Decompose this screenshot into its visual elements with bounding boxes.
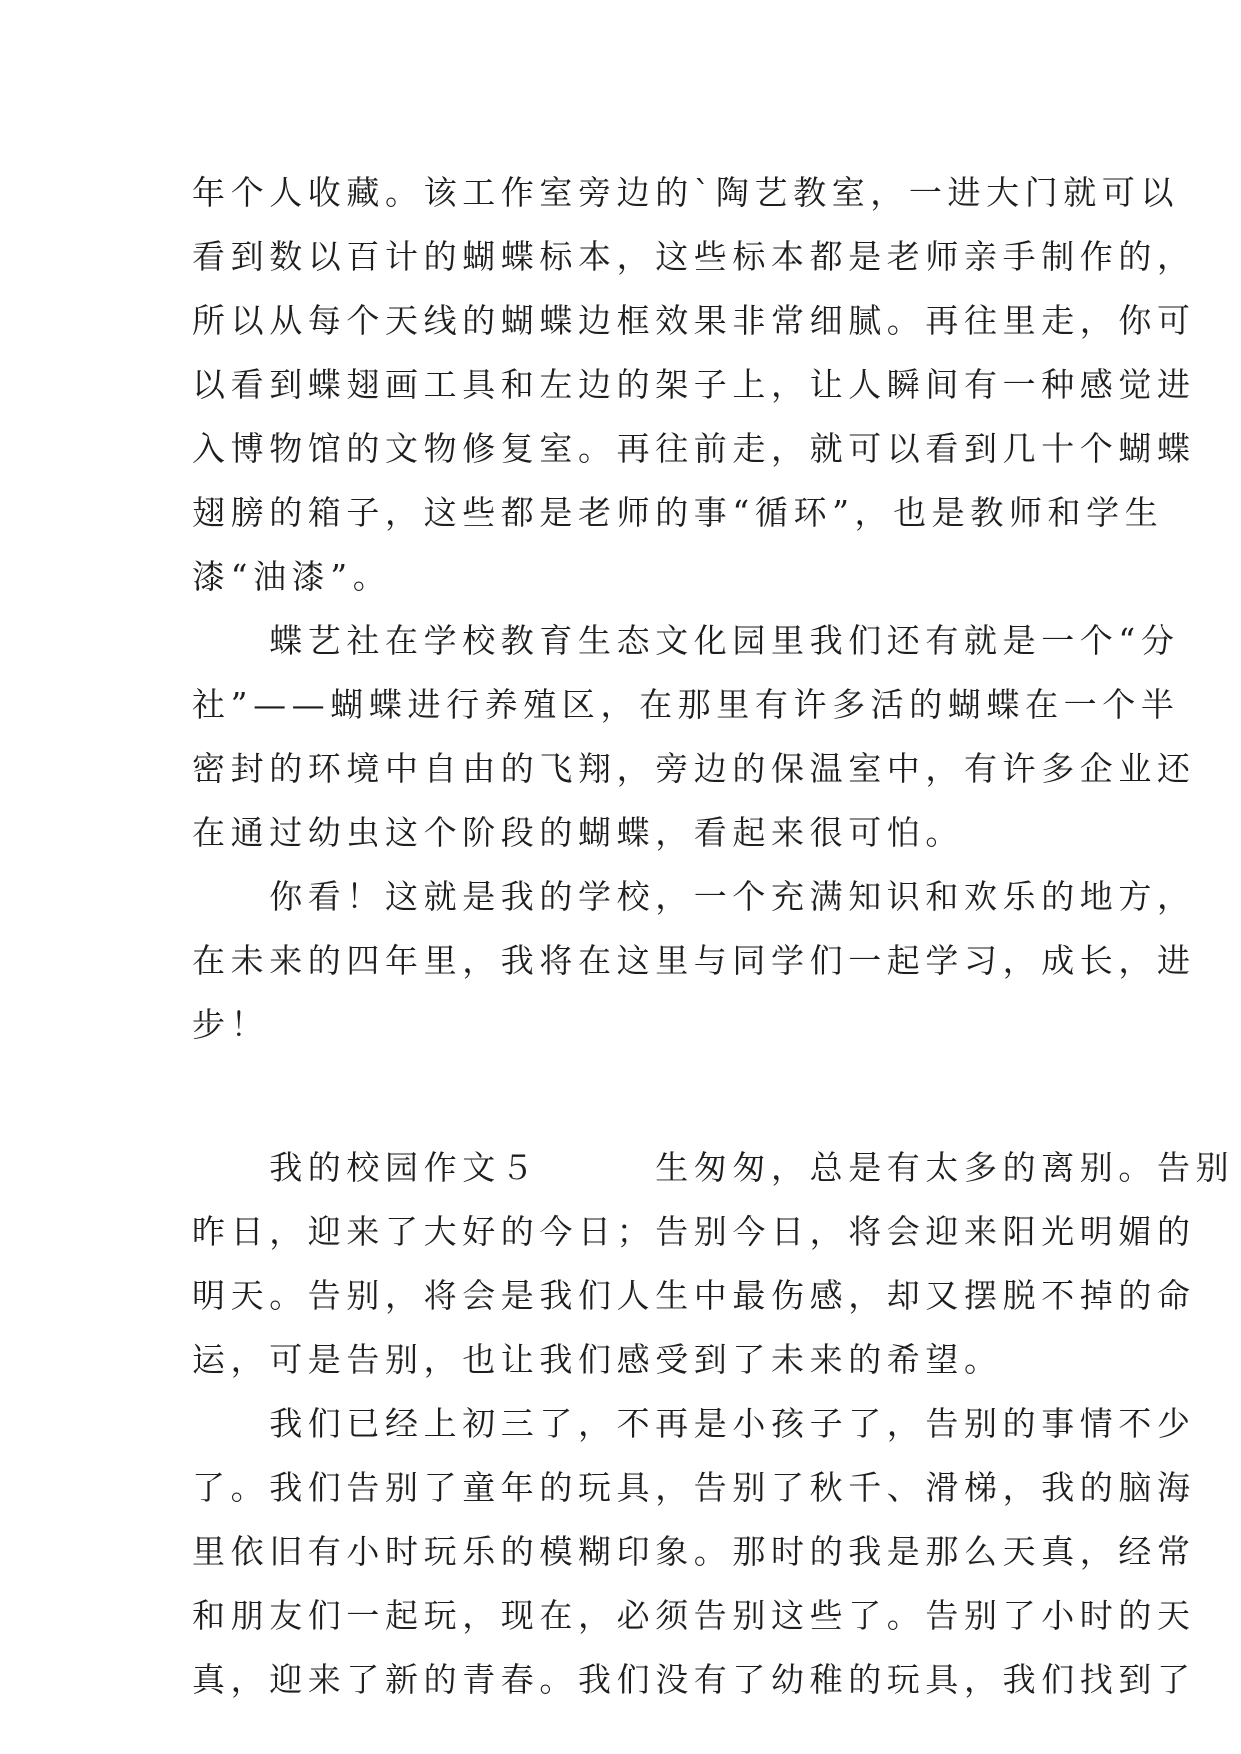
text-line: 以看到蝶翅画工具和左边的架子上，让人瞬间有一种感觉进 [192,365,1196,404]
text-line: 昨日，迎来了大好的今日；告别今日，将会迎来阳光明媚的 [192,1212,1196,1251]
text-line: 明天。告别，将会是我们人生中最伤感，却又摆脱不掉的命 [192,1276,1196,1315]
text-line: 看到数以百计的蝴蝶标本，这些标本都是老师亲手制作的， [192,237,1196,276]
text-line: 和朋友们一起玩，现在，必须告别这些了。告别了小时的天 [192,1596,1196,1635]
text-line: 年个人收藏。该工作室旁边的`陶艺教室，一进大门就可以 [192,173,1180,212]
text-line: 在通过幼虫这个阶段的蝴蝶，看起来很可怕。 [192,813,964,852]
text-line: 里依旧有小时玩乐的模糊印象。那时的我是那么天真，经常 [192,1532,1196,1571]
text-line: 我们已经上初三了，不再是小孩子了，告别的事情不少 [192,1404,1196,1443]
paragraph-gap [192,1057,1052,1136]
text-line: 了。我们告别了童年的玩具，告别了秋千、滑梯，我的脑海 [192,1468,1196,1507]
text-line: 真，迎来了新的青春。我们没有了幼稚的玩具，我们找到了 [192,1660,1196,1699]
essay-heading-line: 我的校园作文５ 生匆匆，总是有太多的离别。告别 [192,1148,1235,1187]
text-line: 漆“油漆”。 [192,557,392,596]
document-body [192,161,1235,1712]
text-line: 翅膀的箱子，这些都是老师的事“循环”，也是教师和学生 [192,493,1164,532]
text-line: 你看！这就是我的学校，一个充满知识和欢乐的地方， [192,877,1196,916]
text-line: 社”——蝴蝶进行养殖区，在那里有许多活的蝴蝶在一个半 [192,685,1180,724]
text-line: 所以从每个天线的蝴蝶边框效果非常细腻。再往里走，你可 [192,301,1196,340]
text-line: 在未来的四年里，我将在这里与同学们一起学习，成长，进 [192,941,1196,980]
text-line: 密封的环境中自由的飞翔，旁边的保温室中，有许多企业还 [192,749,1196,788]
text-line: 步！ [192,1005,270,1044]
text-line: 蝶艺社在学校教育生态文化园里我们还有就是一个“分 [192,621,1180,660]
text-line: 运，可是告别，也让我们感受到了未来的希望。 [192,1340,1003,1379]
text-line: 入博物馆的文物修复室。再往前走，就可以看到几十个蝴蝶 [192,429,1196,468]
